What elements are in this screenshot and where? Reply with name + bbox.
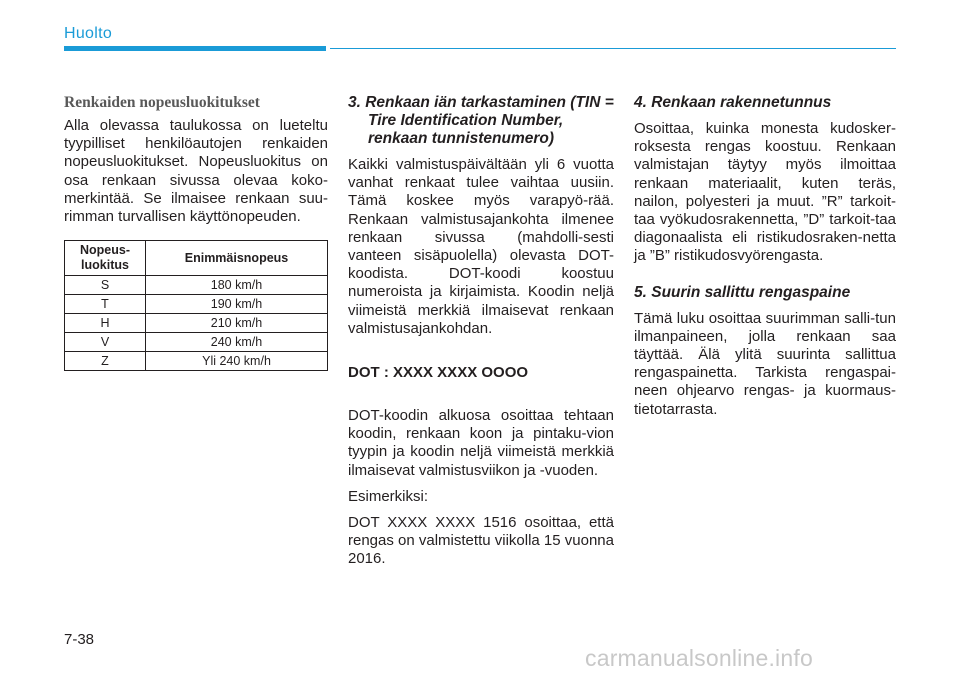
section-title: Huolto — [64, 25, 113, 42]
page-number: 7-38 — [64, 631, 95, 648]
table-cell: 210 km/h — [146, 314, 328, 333]
table-cell: Yli 240 km/h — [146, 352, 328, 371]
column-3 — [634, 94, 896, 427]
table-cell: Z — [65, 352, 146, 371]
dot-code-example: DOT : XXXX XXXX OOOO — [348, 364, 529, 382]
table-cell: S — [65, 276, 146, 295]
speed-rating-paragraph: Alla olevassa taulukossa on lueteltu tyypilliset henkilöautojen renkaiden nopeusluokitukset. Nopeusluokitus on osa renkaan sivussa olevaa koko-merkintää. Se ilmaisee renkaan suu-rimman turvallisen käyttönopeuden. — [64, 117, 328, 226]
column-1 — [64, 94, 328, 371]
column-2 — [348, 94, 614, 577]
example-paragraph: DOT XXXX XXXX 1516 osoittaa, että rengas on valmistettu viikolla 15 vuonna 2016. — [348, 514, 614, 568]
header-rule-thin — [330, 48, 896, 49]
speed-rating-table — [64, 240, 328, 371]
table-row — [65, 276, 328, 295]
speed-rating-heading: Renkaiden nopeusluokitukset — [64, 94, 260, 111]
header-rule-thick — [64, 46, 326, 51]
table-cell: 190 km/h — [146, 295, 328, 314]
tire-age-heading: 3. Renkaan iän tarkastaminen (TIN = Tire Identification Number, renkaan tunnistenumero) — [348, 94, 614, 147]
ply-composition-paragraph: Osoittaa, kuinka monesta kudosker-roksesta rengas koostuu. Renkaan valmistajan täytyy myös ilmoittaa renkaan materiaalit, kuten teräs, nailon, polyesteri ja muut. ”R” tarkoit-taa vyökudosrakennetta, ”D” tarkoit-taa diagonaalista eli ristikudosraken-netta ja ”B” ristikudosvyörengasta. — [634, 120, 896, 265]
watermark: carmanualsonline.info — [585, 645, 813, 671]
table-row — [65, 314, 328, 333]
table-cell: H — [65, 314, 146, 333]
max-pressure-paragraph: Tämä luku osoittaa suurimman salli-tun ilmanpaineen, jolla renkaan saa täyttää. Älä ylitä suurinta sallittua rengaspainetta. Tarkista rengaspai-neen ohjearvo rengas- ja kuormaus-tietotarrasta. — [634, 309, 896, 418]
table-row — [65, 295, 328, 314]
table-header-max-speed: Enimmäisnopeus — [146, 241, 328, 276]
tire-age-paragraph: Kaikki valmistuspäivältään yli 6 vuotta vanhat renkaat tulee vaihtaa uusiin. Tämä koskee myös varapyö-rää. Renkaan valmistusajankohta ilmenee renkaan sivussa (mahdolli-sesti vanteen sisäpuolella) olevasta DOT-koodista. DOT-koodi koostuu numeroista ja kirjaimista. Koodin neljä viimeistä merkkiä ilmaisevat renkaan valmistusajankohdan. — [348, 156, 614, 337]
table-cell: 180 km/h — [146, 276, 328, 295]
table-row — [65, 333, 328, 352]
example-label: Esimerkiksi: — [348, 487, 429, 505]
ply-composition-heading: 4. Renkaan rakennetunnus — [634, 94, 832, 111]
table-cell: V — [65, 333, 146, 352]
table-cell: T — [65, 295, 146, 314]
table-row — [65, 352, 328, 371]
table-header-rating: Nopeus-luokitus — [65, 241, 146, 276]
table-cell: 240 km/h — [146, 333, 328, 352]
dot-code-paragraph: DOT-koodin alkuosa osoittaa tehtaan koodin, renkaan koon ja pintaku-vion tyypin ja koodin neljä viimeistä merkkiä ilmaisevat valmistusviikon ja -vuoden. — [348, 407, 614, 479]
table-header-row — [65, 241, 328, 276]
max-pressure-heading: 5. Suurin sallittu rengaspaine — [634, 283, 851, 301]
